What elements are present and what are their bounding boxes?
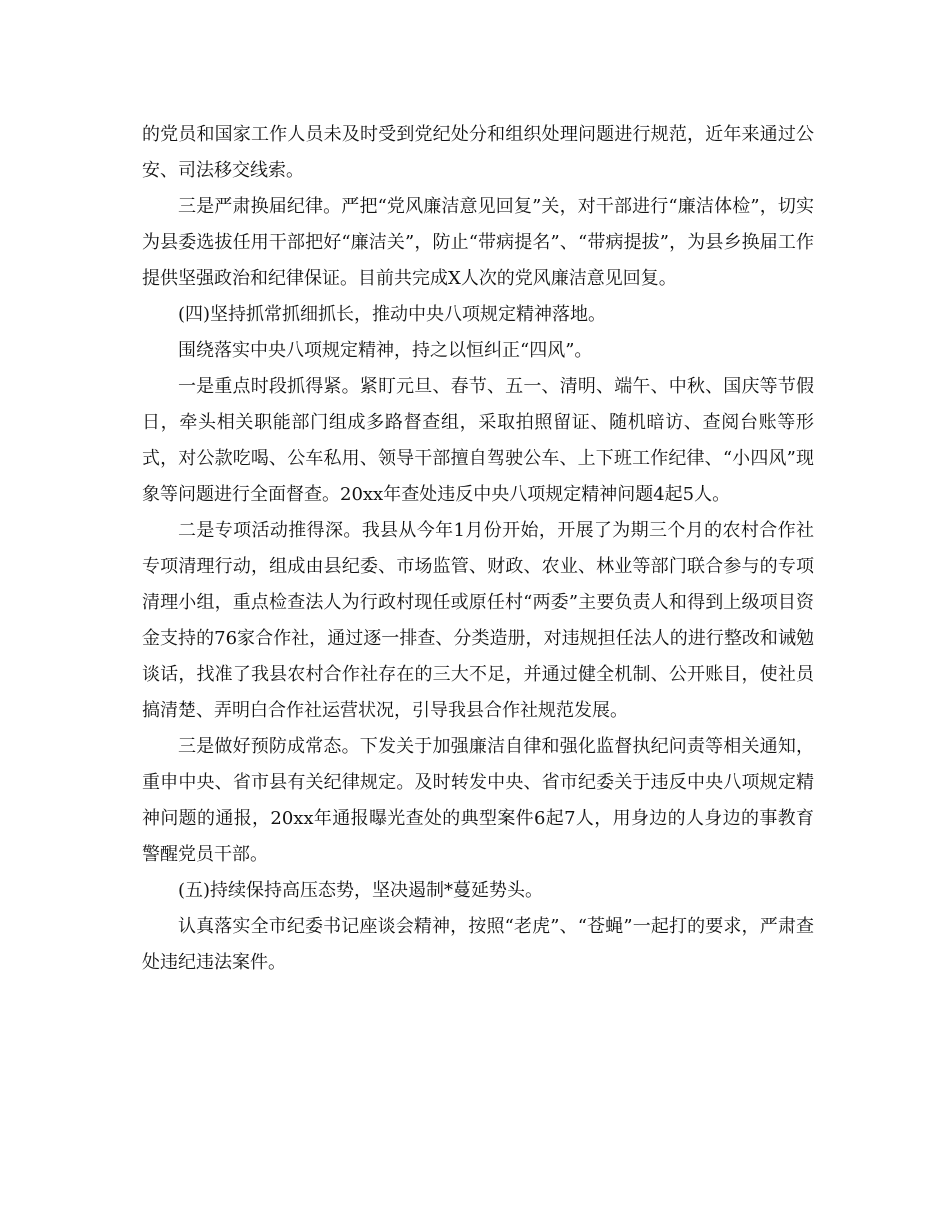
document-body — [142, 117, 814, 981]
paragraph-9: 认真落实全市纪委书记座谈会精神，按照“老虎”、“苍蝇”一起打的要求，严肃查处违纪违法案件。 — [142, 916, 814, 973]
paragraph-4: 围绕落实中央八项规定精神，持之以恒纠正“四风”。 — [178, 340, 593, 361]
paragraph-1: 的党员和国家工作人员未及时受到党纪处分和组织处理问题进行规范，近年来通过公安、司法移交线索。 — [142, 124, 814, 181]
section-heading-4: (四)坚持抓常抓细抓长，推动中央八项规定精神落地。 — [178, 304, 607, 325]
paragraph-7: 三是做好预防成常态。下发关于加强廉洁自律和强化监督执纪问责等相关通知，重申中央、省市县有关纪律规定。及时转发中央、省市纪委关于违反中央八项规定精神问题的通报，20xx年通报曝光查处的典型案件6起7人，用身边的人身边的事教育警醒党员干部。 — [142, 736, 814, 865]
paragraph-5: 一是重点时段抓得紧。紧盯元旦、春节、五一、清明、端午、中秋、国庆等节假日，牵头相关职能部门组成多路督查组，采取拍照留证、随机暗访、查阅台账等形式，对公款吃喝、公车私用、领导干部擅自驾驶公车、上下班工作纪律、“小四风”现象等问题进行全面督查。20xx年查处违反中央八项规定精神问题4起5人。 — [142, 376, 814, 505]
paragraph-2: 三是严肃换届纪律。严把“党风廉洁意见回复”关，对干部进行“廉洁体检”，切实为县委选拔任用干部把好“廉洁关”，防止“带病提名”、“带病提拔”，为县乡换届工作提供坚强政治和纪律保证。目前共完成X人次的党风廉洁意见回复。 — [142, 196, 814, 289]
section-heading-5: (五)持续保持高压态势，坚决遏制*蔓延势头。 — [178, 880, 544, 901]
paragraph-6: 二是专项活动推得深。我县从今年1月份开始，开展了为期三个月的农村合作社专项清理行动，组成由县纪委、市场监管、财政、农业、林业等部门联合参与的专项清理小组，重点检查法人为行政村现任或原任村“两委”主要负责人和得到上级项目资金支持的76家合作社，通过逐一排查、分类造册，对违规担任法人的进行整改和诫勉谈话，找准了我县农村合作社存在的三大不足，并通过健全机制、公开账目，使社员搞清楚、弄明白合作社运营状况，引导我县合作社规范发展。 — [142, 520, 814, 721]
